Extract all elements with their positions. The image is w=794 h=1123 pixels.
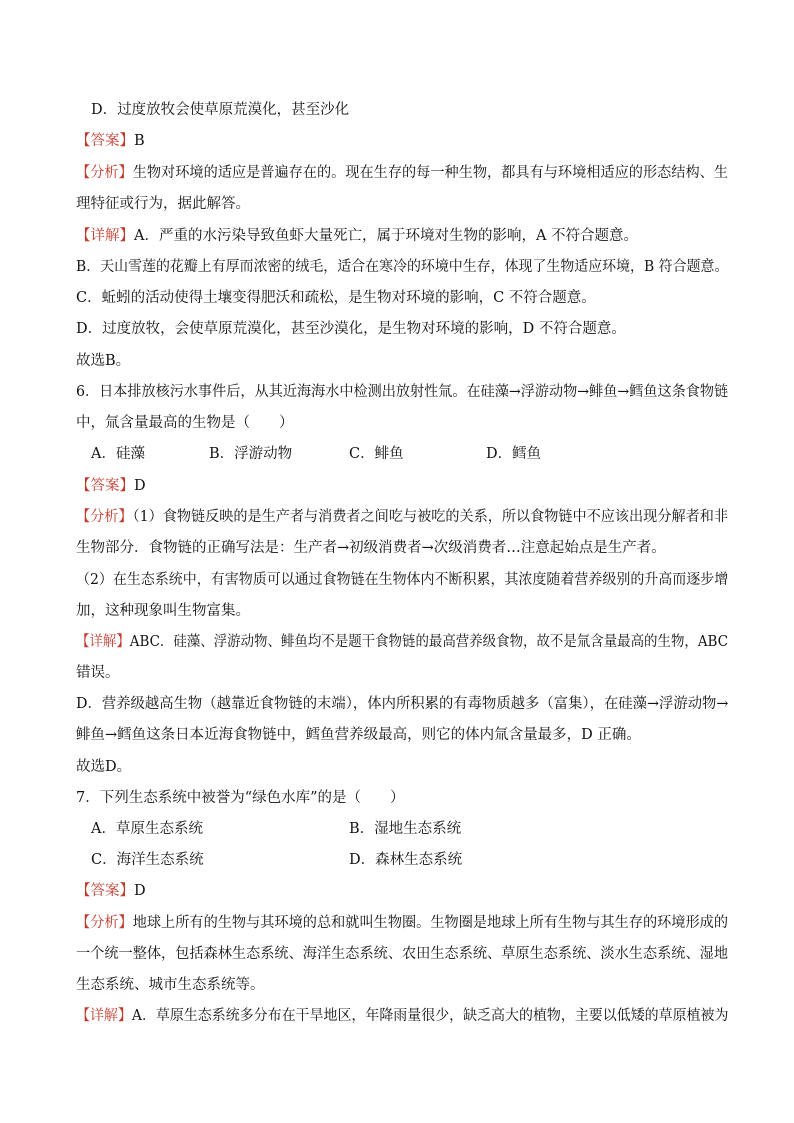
- q5-detail-line-2: B．天山雪莲的花瓣上有厚而浓密的绒毛，适合在寒冷的环境中生存，体现了生物适应环境，B 符合题意。: [76, 259, 729, 275]
- analysis-tag: 【分析】: [76, 509, 133, 525]
- q5-detail-text: A．严重的水污染导致鱼虾大量死亡，属于环境对生物的影响，A 不符合题意。: [134, 228, 639, 244]
- q6-detail-line-3: D．营养级越高生物（越靠近食物链的末端），体内所积累的有毒物质越多（富集），在硅藻→浮游动物→: [76, 696, 729, 712]
- q5-option-d: D．过度放牧会使草原荒漠化，甚至沙化: [91, 102, 350, 118]
- q7-option-c: C．海洋生态系统: [91, 852, 204, 868]
- q6-detail-line-1: [76, 632, 728, 652]
- answer-tag: 【答案】: [76, 133, 134, 149]
- q6-stem-line-1: 6．日本排放核污水事件后，从其近海海水中检测出放射性氚。在硅藻→浮游动物→鲱鱼→鳕鱼这条食物链: [76, 384, 729, 400]
- q6-analysis-line-1: [76, 507, 728, 527]
- q7-analysis-text: 地球上所有的生物与其环境的总和就叫生物圈。生物圈是地球上所有生物与其生存的环境形成的: [132, 915, 728, 931]
- q6-analysis-text: （1）食物链反映的是生产者与消费者之间吃与被吃的关系，所以食物链中不应该出现分解者和非: [132, 509, 728, 525]
- q6-stem-line-2: 中，氚含量最高的生物是（ ）: [76, 415, 294, 431]
- q7-analysis-line-1: [76, 913, 728, 933]
- detail-tag: 【详解】: [76, 634, 130, 650]
- q6-conclusion: 故选D。: [76, 759, 132, 775]
- analysis-tag: 【分析】: [76, 165, 133, 181]
- q5-answer-value: B: [134, 133, 145, 149]
- q7-detail-line-1: [76, 1006, 728, 1026]
- answer-tag: 【答案】: [76, 478, 134, 494]
- q5-analysis-line-1: [76, 163, 728, 183]
- q6-answer-line: [76, 476, 146, 496]
- q6-option-c: C．鲱鱼: [349, 446, 404, 462]
- q5-detail-line-3: C．蚯蚓的活动使得土壤变得肥沃和疏松，是生物对环境的影响，C 不符合题意。: [76, 290, 596, 306]
- q5-detail-line-4: D．过度放牧，会使草原荒漠化，甚至沙漠化，是生物对环境的影响，D 不符合题意。: [76, 321, 626, 337]
- q5-answer-line: [76, 131, 145, 151]
- q5-detail-line-1: [76, 226, 638, 246]
- q7-analysis-line-3: 生态系统、城市生态系统等。: [76, 977, 265, 993]
- q6-analysis-line-2: 生物部分．食物链的正确写法是：生产者→初级消费者→次级消费者…注意起始点是生产者。: [76, 540, 666, 556]
- q6-option-a: A．硅藻: [91, 446, 145, 462]
- q6-option-b: B．浮游动物: [209, 446, 293, 462]
- q7-analysis-line-2: 一个统一整体，包括森林生态系统、海洋生态系统、农田生态系统、草原生态系统、淡水生态系统、湿地: [76, 946, 728, 962]
- analysis-tag: 【分析】: [76, 915, 133, 931]
- q6-detail-line-2: 错误。: [76, 665, 120, 681]
- q7-option-d: D．森林生态系统: [349, 852, 463, 868]
- q5-analysis-text: 生物对环境的适应是普遍存在的。现在生存的每一种生物，都具有与环境相适应的形态结构、生: [132, 165, 728, 181]
- q5-analysis-line-2: 理特征或行为，据此解答。: [76, 196, 250, 212]
- detail-tag: 【详解】: [76, 228, 134, 244]
- q7-option-a: A．草原生态系统: [91, 821, 203, 837]
- q6-analysis-line-4: 加，这种现象叫生物富集。: [76, 603, 250, 619]
- q7-answer-value: D: [134, 883, 146, 899]
- q7-option-b: B．湿地生态系统: [349, 821, 462, 837]
- q6-detail-text: ABC．硅藻、浮游动物、鲱鱼均不是题干食物链的最高营养级食物，故不是氚含量最高的生物，ABC: [129, 634, 728, 650]
- q5-conclusion: 故选B。: [76, 353, 131, 369]
- q6-detail-line-4: 鲱鱼→鳕鱼这条日本近海食物链中，鳕鱼营养级最高，则它的体内氚含量最多，D 正确。: [76, 727, 641, 743]
- q6-option-d: D．鳕鱼: [486, 446, 542, 462]
- q6-answer-value: D: [134, 478, 146, 494]
- answer-tag: 【答案】: [76, 883, 134, 899]
- q6-analysis-line-3: （2）在生态系统中，有害物质可以通过食物链在生物体内不断积累，其浓度随着营养级别的升高而逐步增: [76, 572, 729, 588]
- q7-answer-line: [76, 881, 146, 901]
- q7-stem: 7．下列生态系统中被誉为“绿色水库”的是（ ）: [76, 790, 405, 806]
- q7-detail-text: A．草原生态系统多分布在干旱地区，年降雨量很少，缺乏高大的植物，主要以低矮的草原植被为: [131, 1008, 729, 1024]
- detail-tag: 【详解】: [76, 1008, 132, 1024]
